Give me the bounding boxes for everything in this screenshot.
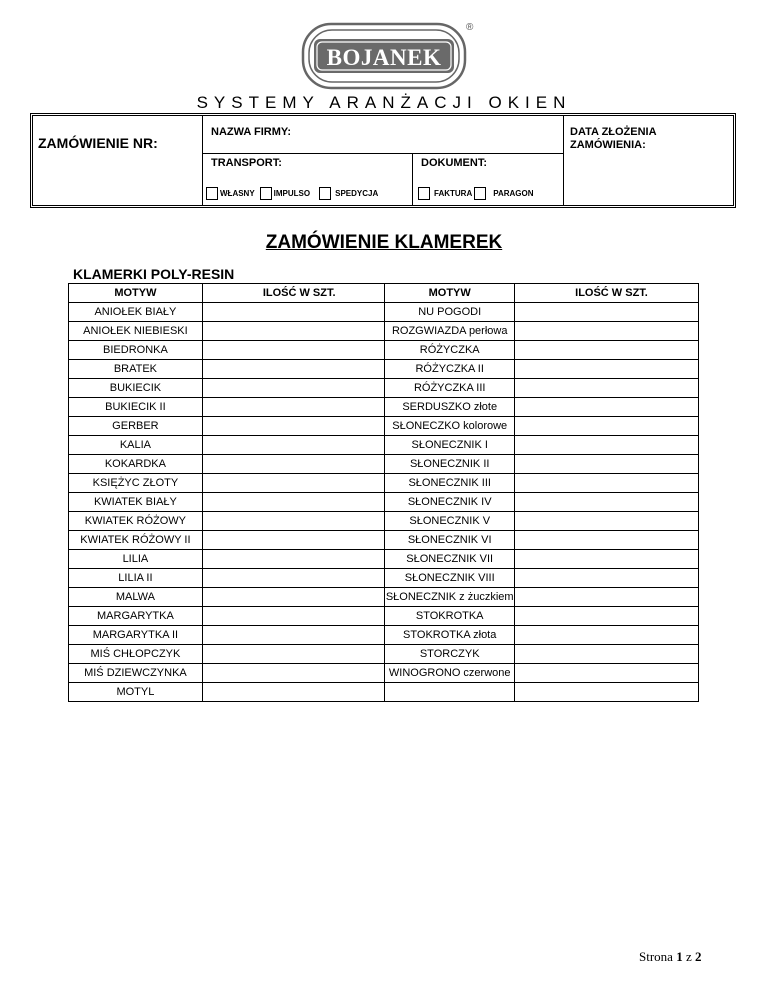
motif-cell: LILIA II	[69, 569, 203, 588]
motif-cell: RÓŻYCZKA	[385, 341, 515, 360]
page-title: ZAMÓWIENIE KLAMEREK	[265, 232, 503, 253]
quantity-input-cell[interactable]	[515, 322, 699, 341]
order-date-label-2: ZAMÓWIENIA:	[570, 139, 646, 151]
table-row	[69, 474, 699, 493]
transport-option-wlasny[interactable]: WŁASNY	[206, 187, 255, 200]
tagline: SYSTEMY ARANŻACJI OKIEN	[196, 93, 572, 112]
motif-cell: MIŚ DZIEWCZYNKA	[69, 664, 203, 683]
motif-cell: SŁONECZNIK VIII	[385, 569, 515, 588]
motif-cell: RÓŻYCZKA III	[385, 379, 515, 398]
checkbox[interactable]	[319, 187, 331, 200]
order-table	[68, 283, 699, 702]
quantity-input-cell[interactable]	[202, 455, 384, 474]
bojanek-logo	[301, 22, 467, 90]
document-label: DOKUMENT:	[421, 157, 487, 169]
motif-cell: BIEDRONKA	[69, 341, 203, 360]
motif-cell: STOKROTKA	[385, 607, 515, 626]
table-row	[69, 664, 699, 683]
column-header-quantity: ILOŚĆ W SZT.	[202, 284, 384, 303]
motif-cell: BUKIECIK II	[69, 398, 203, 417]
quantity-input-cell[interactable]	[202, 626, 384, 645]
quantity-input-cell[interactable]	[515, 436, 699, 455]
company-name-field[interactable]	[203, 116, 563, 154]
quantity-input-cell[interactable]	[202, 379, 384, 398]
table-row	[69, 550, 699, 569]
quantity-input-cell[interactable]	[202, 645, 384, 664]
column-header-quantity: ILOŚĆ W SZT.	[515, 284, 699, 303]
quantity-input-cell[interactable]	[515, 493, 699, 512]
motif-cell: KWIATEK RÓŻOWY II	[69, 531, 203, 550]
motif-cell: MOTYL	[69, 683, 203, 702]
motif-cell: GERBER	[69, 417, 203, 436]
table-row	[69, 417, 699, 436]
table-row	[69, 493, 699, 512]
svg-text:BOJANEK: BOJANEK	[326, 45, 442, 70]
company-name-label: NAZWA FIRMY:	[211, 126, 292, 138]
table-row	[69, 645, 699, 664]
quantity-input-cell[interactable]	[515, 512, 699, 531]
quantity-input-cell[interactable]	[202, 607, 384, 626]
motif-cell	[385, 683, 515, 702]
table-row	[69, 379, 699, 398]
motif-cell: SŁONECZNIK I	[385, 436, 515, 455]
motif-cell: STOKROTKA złota	[385, 626, 515, 645]
quantity-input-cell[interactable]	[202, 303, 384, 322]
table-row	[69, 607, 699, 626]
table-row	[69, 436, 699, 455]
motif-cell: KWIATEK BIAŁY	[69, 493, 203, 512]
quantity-input-cell[interactable]	[515, 588, 699, 607]
quantity-input-cell[interactable]	[515, 569, 699, 588]
page-number: Strona 1 z 2	[639, 949, 702, 964]
column-header-motif: MOTYW	[385, 284, 515, 303]
motif-cell: SŁONECZNIK V	[385, 512, 515, 531]
quantity-input-cell[interactable]	[202, 322, 384, 341]
transport-field	[203, 154, 413, 205]
quantity-input-cell[interactable]	[515, 303, 699, 322]
motif-cell: BRATEK	[69, 360, 203, 379]
order-header-box	[30, 113, 736, 208]
quantity-input-cell[interactable]	[202, 588, 384, 607]
table-row	[69, 512, 699, 531]
motif-cell: MARGARYTKA	[69, 607, 203, 626]
table-row	[69, 303, 699, 322]
document-option-faktura[interactable]: FAKTURA	[418, 187, 472, 200]
quantity-input-cell[interactable]	[515, 664, 699, 683]
table-row	[69, 569, 699, 588]
motif-cell: SŁONECZNIK VII	[385, 550, 515, 569]
table-row	[69, 322, 699, 341]
motif-cell: SŁONECZNIK II	[385, 455, 515, 474]
motif-cell: MALWA	[69, 588, 203, 607]
column-header-motif: MOTYW	[69, 284, 203, 303]
quantity-input-cell[interactable]	[515, 455, 699, 474]
table-row	[69, 455, 699, 474]
motif-cell: KWIATEK RÓŻOWY	[69, 512, 203, 531]
quantity-input-cell[interactable]	[202, 417, 384, 436]
table-row	[69, 360, 699, 379]
motif-cell: LILIA	[69, 550, 203, 569]
motif-cell: KALIA	[69, 436, 203, 455]
order-date-label-1: DATA ZŁOŻENIA	[570, 126, 657, 138]
quantity-input-cell[interactable]	[202, 550, 384, 569]
quantity-input-cell[interactable]	[202, 569, 384, 588]
document-field	[413, 154, 563, 205]
quantity-input-cell[interactable]	[515, 379, 699, 398]
table-row	[69, 683, 699, 702]
motif-cell: NU POGODI	[385, 303, 515, 322]
motif-cell: MIŚ CHŁOPCZYK	[69, 645, 203, 664]
motif-cell: SŁONECZNIK IV	[385, 493, 515, 512]
table-row	[69, 398, 699, 417]
checkbox[interactable]	[418, 187, 430, 200]
quantity-input-cell[interactable]	[515, 474, 699, 493]
quantity-input-cell[interactable]	[202, 664, 384, 683]
motif-cell: BUKIECIK	[69, 379, 203, 398]
motif-cell: KSIĘŻYC ZŁOTY	[69, 474, 203, 493]
quantity-input-cell[interactable]	[202, 436, 384, 455]
quantity-input-cell[interactable]	[202, 493, 384, 512]
table-row	[69, 588, 699, 607]
quantity-input-cell[interactable]	[515, 360, 699, 379]
section-title: KLAMERKI POLY-RESIN	[73, 266, 235, 282]
quantity-input-cell[interactable]	[202, 531, 384, 550]
checkbox[interactable]	[206, 187, 218, 200]
table-header-row	[69, 284, 699, 303]
quantity-input-cell[interactable]	[515, 550, 699, 569]
motif-cell: STORCZYK	[385, 645, 515, 664]
motif-cell: WINOGRONO czerwone	[385, 664, 515, 683]
checkbox[interactable]	[260, 187, 272, 200]
checkbox[interactable]	[474, 187, 486, 200]
quantity-input-cell[interactable]	[515, 398, 699, 417]
quantity-input-cell[interactable]	[202, 474, 384, 493]
quantity-input-cell[interactable]	[515, 626, 699, 645]
quantity-input-cell[interactable]	[515, 683, 699, 702]
motif-cell: KOKARDKA	[69, 455, 203, 474]
table-row	[69, 341, 699, 360]
motif-cell: SŁONECZNIK III	[385, 474, 515, 493]
motif-cell: MARGARYTKA II	[69, 626, 203, 645]
registered-mark: ®	[466, 22, 474, 33]
quantity-input-cell[interactable]	[202, 683, 384, 702]
transport-option-spedycja[interactable]: SPEDYCJA	[319, 187, 378, 200]
document-option-paragon[interactable]: PARAGON	[474, 187, 533, 200]
quantity-input-cell[interactable]	[515, 341, 699, 360]
motif-cell: ROZGWIAZDA perłowa	[385, 322, 515, 341]
order-number-field[interactable]	[33, 116, 203, 205]
order-date-field[interactable]	[563, 116, 733, 205]
motif-cell: ANIOŁEK BIAŁY	[69, 303, 203, 322]
table-row	[69, 626, 699, 645]
quantity-input-cell[interactable]	[202, 398, 384, 417]
motif-cell: ANIOŁEK NIEBIESKI	[69, 322, 203, 341]
transport-label: TRANSPORT:	[211, 157, 282, 169]
quantity-input-cell[interactable]	[515, 417, 699, 436]
quantity-input-cell[interactable]	[515, 531, 699, 550]
motif-cell: SŁONECZNIK VI	[385, 531, 515, 550]
motif-cell: RÓŻYCZKA II	[385, 360, 515, 379]
motif-cell: SŁONECZKO kolorowe	[385, 417, 515, 436]
order-number-label: ZAMÓWIENIE NR:	[38, 135, 158, 151]
transport-option-impulso[interactable]: IMPULSO	[260, 187, 310, 200]
quantity-input-cell[interactable]	[515, 607, 699, 626]
quantity-input-cell[interactable]	[202, 341, 384, 360]
motif-cell: SERDUSZKO złote	[385, 398, 515, 417]
motif-cell: SŁONECZNIK z żuczkiem	[385, 588, 515, 607]
quantity-input-cell[interactable]	[202, 512, 384, 531]
table-row	[69, 531, 699, 550]
quantity-input-cell[interactable]	[515, 645, 699, 664]
quantity-input-cell[interactable]	[202, 360, 384, 379]
